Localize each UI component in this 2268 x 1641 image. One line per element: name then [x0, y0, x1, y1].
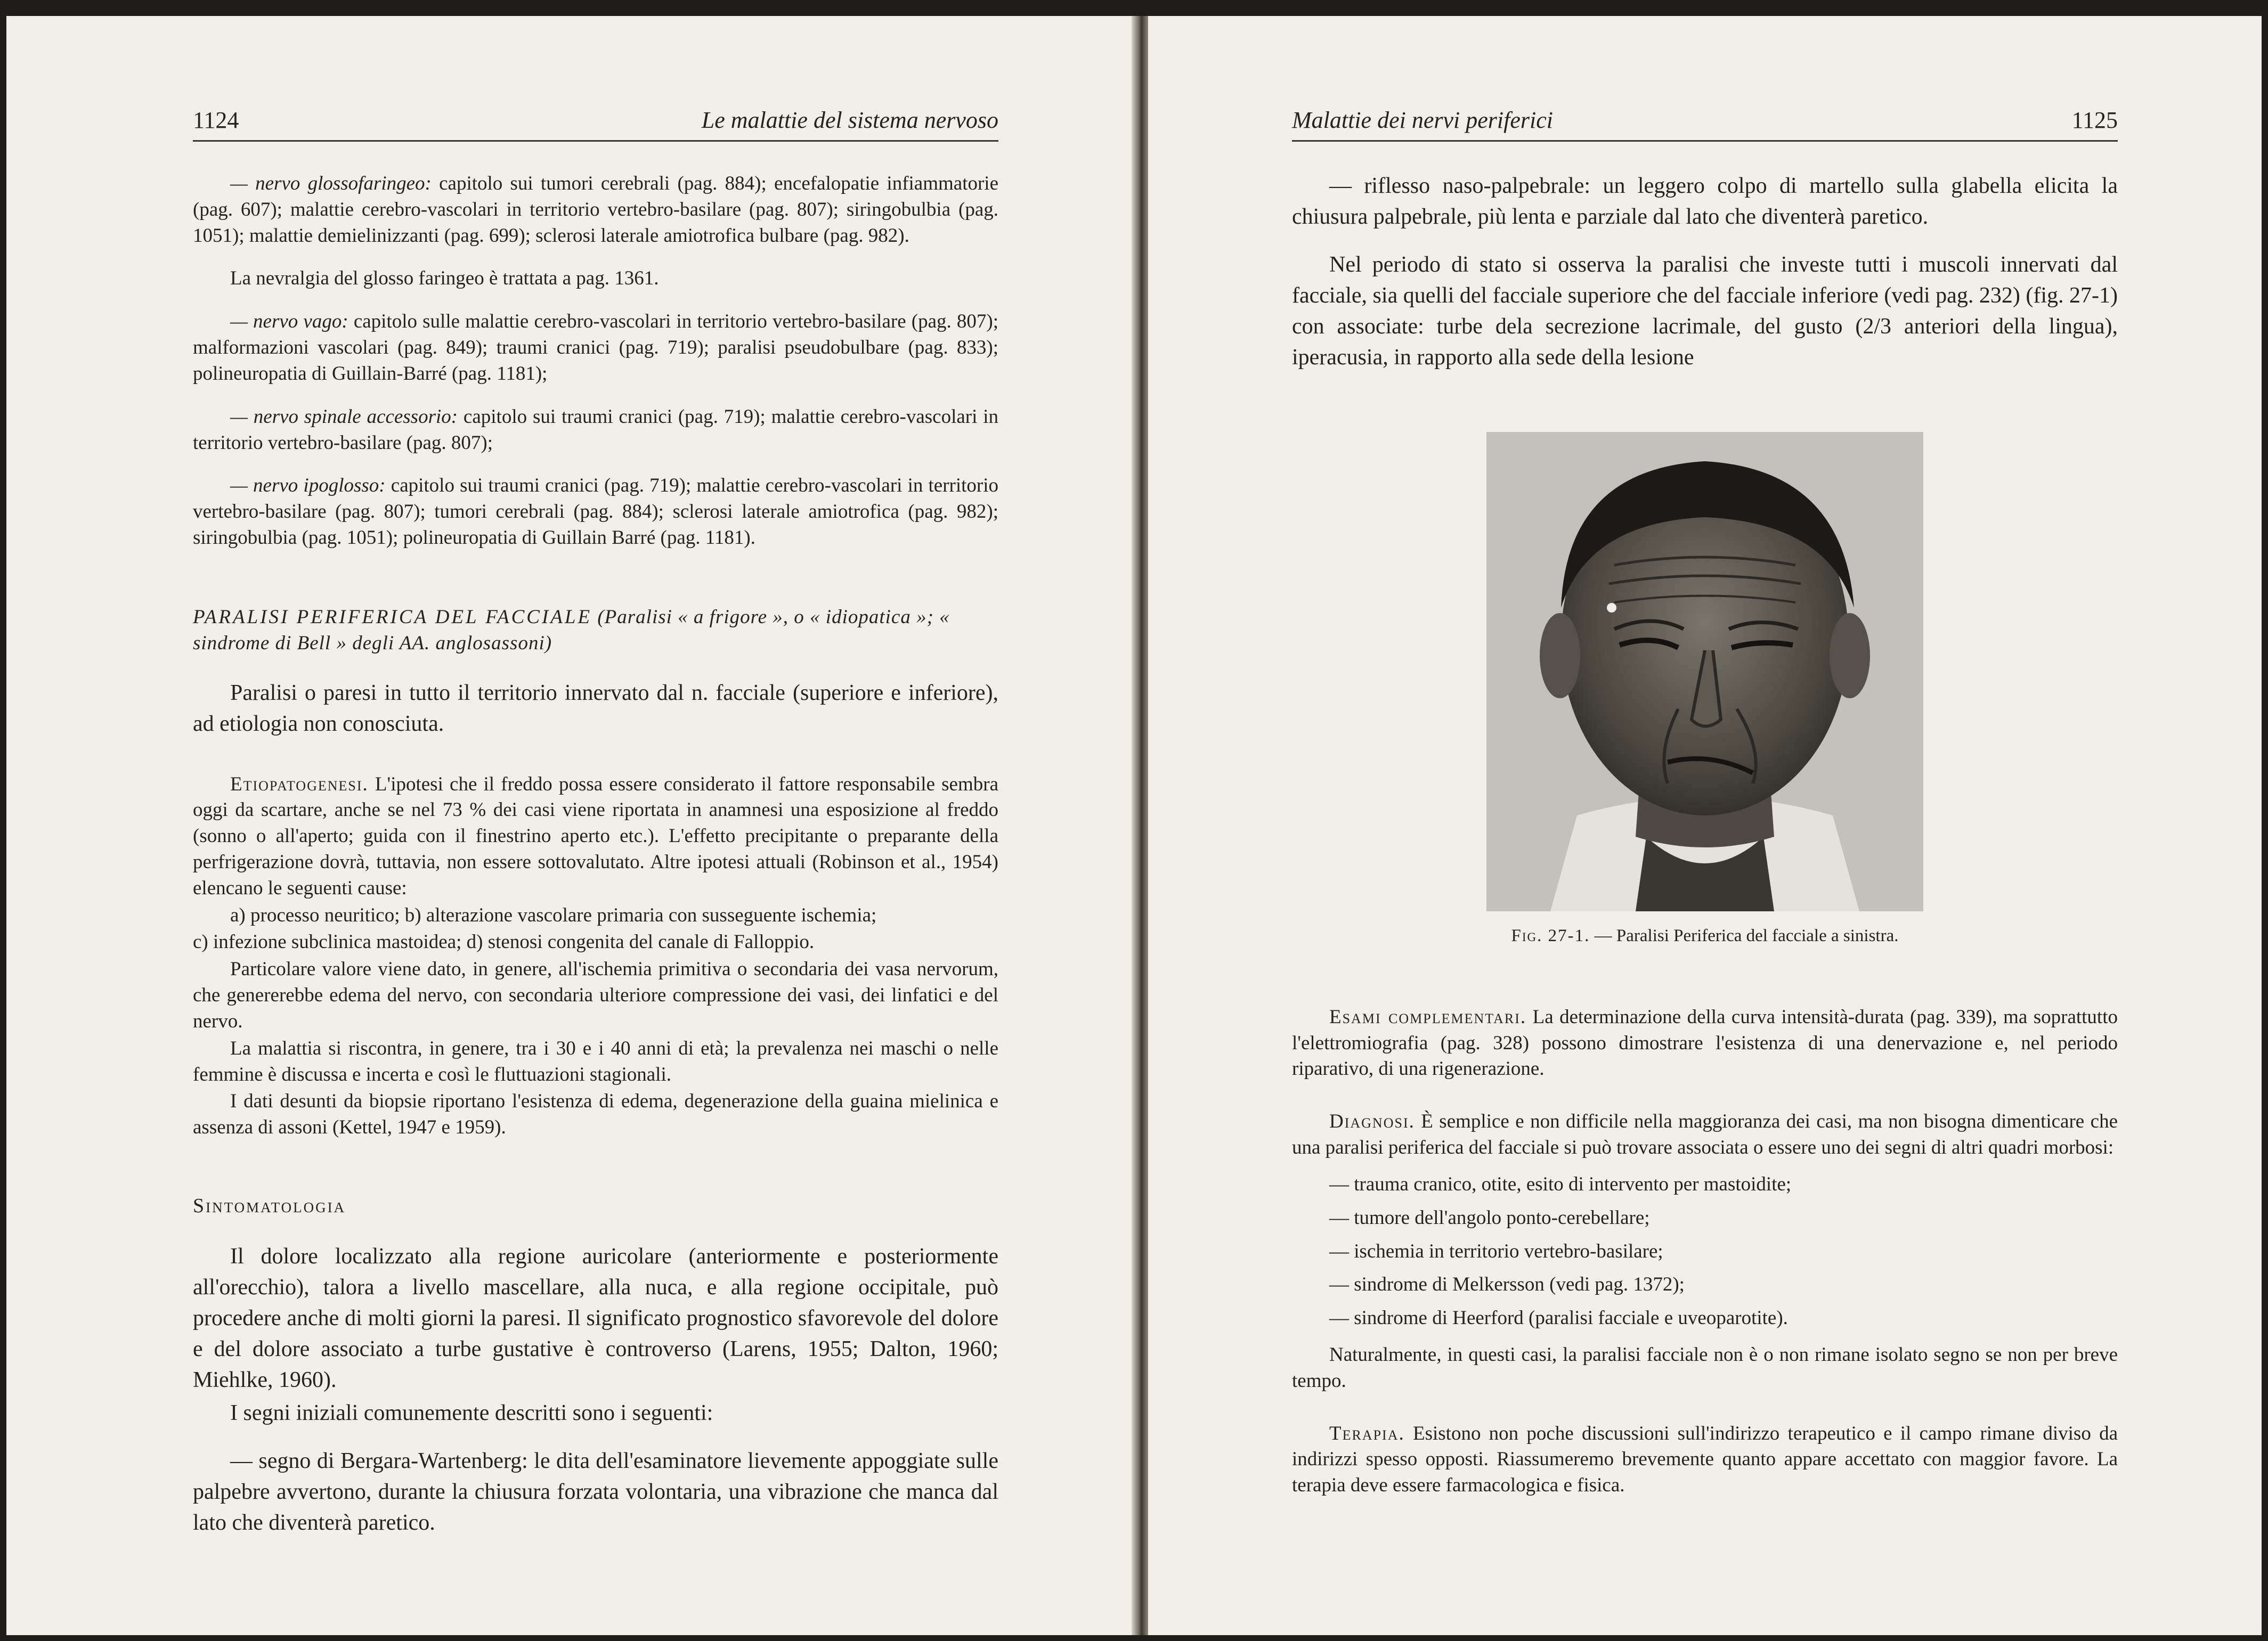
left-page [6, 16, 1132, 1635]
right-page-header [1292, 107, 2118, 142]
segni-paragraph: I segni iniziali comunemente descritti sono i seguenti: [230, 1400, 713, 1425]
diagnosi-paragraph: Diagnosi. È semplice e non difficile nella maggioranza dei casi, ma non bisogna dimenticare che una paralisi periferica del facciale si può trovare associata o essere uno dei segni di altri quadri morbosi: [1292, 1111, 2118, 1159]
causes-cd: c) infezione subclinica mastoidea; d) stenosi congenita del canale di Falloppio. [193, 931, 815, 953]
left-page-number: 1124 [193, 107, 239, 133]
diag-item-1: — tumore dell'angolo ponto-cerebellare; [1329, 1206, 1650, 1229]
figure-caption: Fig. 27-1. — Paralisi Periferica del facciale a sinistra. [1511, 926, 1899, 945]
naturalmente-paragraph: Naturalmente, in questi casi, la paralisi facciale non è o non rimane isolato segno se non per breve tempo. [1292, 1344, 2118, 1392]
section-heading-paralisi: PARALISI PERIFERICA DEL FACCIALE (Paralisi « a frigore », o « idiopatica »; « sindrome di Bell » degli AA. anglosassoni) [193, 606, 950, 654]
vago-paragraph: — nervo vago: capitolo sulle malattie cerebro-vascolari in territorio vertebro-basilare (pag. 807); malformazioni vascolari (pag. 849); traumi cranici (pag. 719); paralisi pseudobulbare (pag. 833); polineuropatia di Guillain-Barré (pag. 1181); [193, 311, 999, 385]
biopsie-paragraph: I dati desunti da biopsie riportano l'esistenza di edema, degenerazione della guaina mielinica e assenza di assoni (Kettel, 1947 e 1959). [193, 1090, 998, 1139]
dolore-paragraph: Il dolore localizzato alla regione auricolare (anteriormente e posteriormente all'orecchio), talora a livello mascellare, alla nuca, e alla regione occipitale, può procedere anche di molti giorni la paresi. Il significato prognostico sfavorevole del dolore e del dolore associato a turbe gustative è controverso (Larens, 1955; Dalton, 1960; Miehlke, 1960). [193, 1244, 998, 1392]
riflesso-paragraph: — riflesso naso-palpebrale: un leggero colpo di martello sulla glabella elicita la chiusura palpebrale, più lenta e parziale dal lato che diventerà paretico. [1292, 174, 2118, 229]
causes-ab: a) processo neuritico; b) alterazione vascolare primaria con susseguente ischemia; [230, 904, 877, 926]
diag-item-2: — ischemia in territorio vertebro-basilare; [1329, 1240, 1663, 1262]
diag-item-4: — sindrome di Heerford (paralisi facciale e uveoparotite). [1329, 1307, 1788, 1329]
left-page-header [193, 107, 998, 142]
etiopatogenesi-paragraph: Etiopatogenesi. L'ipotesi che il freddo possa essere considerato il fattore responsabile sembra oggi da scartare, anche se nel 73 % dei casi viene riportata in anamnesi una esposizione al freddo (sonno o all'aperto; guida con il finestrino aperto etc.). L'effetto precipitante o preparante della perfrigerazione dovrà, tuttavia, non essere sottovalutato. Altre ipotesi attuali (Robinson et al., 1954) elencano le seguenti cause: [193, 773, 998, 899]
book-gutter [1132, 16, 1148, 1635]
face-photo-icon [1486, 432, 1923, 911]
left-running-title: Le malattie del sistema nervoso [701, 107, 998, 133]
right-running-title: Malattie dei nervi periferici [1292, 107, 1553, 133]
glossofaringeo-paragraph: — nervo glossofaringeo: capitolo sui tumori cerebrali (pag. 884); encefalopatie infiammatorie (pag. 607); malattie cerebro-vascolari in territorio vertebro-basilare (pag. 807); siringobulbia (pag. 1051); malattie demielinizzanti (pag. 699); sclerosi laterale amiotrofica bulbare (pag. 982). [193, 173, 998, 247]
accessorio-paragraph: — nervo spinale accessorio: capitolo sui traumi cranici (pag. 719); malattie cerebro-vascolari in territorio vertebro-basilare (pag. 807); [193, 405, 998, 454]
terapia-paragraph: Terapia. Esistono non poche discussioni sull'indirizzo terapeutico e il campo rimane diviso da indirizzi spesso opposti. Riassumeremo brevemente quanto appare accettato con maggior favore. La terapia deve essere farmacologica e fisica. [1292, 1422, 2118, 1497]
nevralgia-paragraph: La nevralgia del glosso faringeo è trattata a pag. 1361. [230, 267, 659, 290]
esami-paragraph: Esami complementari. La determinazione della curva intensità-durata (pag. 339), ma soprattutto l'elettromiografia (pag. 328) possono dimostrare l'esistenza di una denervazione e, nel periodo riparativo, di una rigenerazione. [1292, 1006, 2118, 1080]
right-page [1148, 16, 2262, 1635]
eta-paragraph: La malattia si riscontra, in genere, tra i 30 e i 40 anni di età; la prevalenza nei maschi o nelle femmine è discussa e incerta e così le fluttuazioni stagionali. [193, 1037, 998, 1085]
periodo-stato-paragraph: Nel periodo di stato si osserva la paralisi che investe tutti i muscoli innervati dal facciale, sia quelli del facciale superiore che del facciale inferiore (vedi pag. 232) (fig. 27-1) con associate: turbe dela secrezione lacrimale, del gusto (2/3 anteriori della lingua), iperacusia, in rapporto alla sede della lesione [1292, 252, 2118, 370]
definition-paragraph: Paralisi o paresi in tutto il territorio innervato dal n. facciale (superiore e inferiore), ad etiologia non conosciuta. [193, 680, 998, 736]
diag-item-0: — trauma cranico, otite, esito di intervento per mastoidite; [1329, 1173, 1792, 1195]
ipoglosso-paragraph: — nervo ipoglosso: capitolo sui traumi cranici (pag. 719); malattie cerebro-vascolari in territorio vertebro-basilare (pag. 807); tumori cerebrali (pag. 884); sclerosi laterale amiotrofica (pag. 982); siringobulbia (pag. 1051); polineuropatia di Guillain Barré (pag. 1181). [193, 475, 999, 549]
ischemia-paragraph: Particolare valore viene dato, in genere, all'ischemia primitiva o secondaria dei vasa nervorum, che genererebbe edema del nervo, con secondaria ulteriore compressione dei vasi, dei linfatici e del nervo. [193, 958, 998, 1032]
right-page-number: 1125 [2071, 107, 2118, 133]
bergara-paragraph: — segno di Bergara-Wartenberg: le dita dell'esaminatore lievemente appoggiate sulle palpebre avvertono, durante la chiusura forzata volontaria, una vibrazione che manca dal lato che diventerà paretico. [193, 1448, 998, 1535]
sintomatologia-heading: Sintomatologia [193, 1195, 346, 1218]
patient-photo [1486, 432, 1923, 911]
diag-item-3: — sindrome di Melkersson (vedi pag. 1372); [1329, 1273, 1685, 1296]
